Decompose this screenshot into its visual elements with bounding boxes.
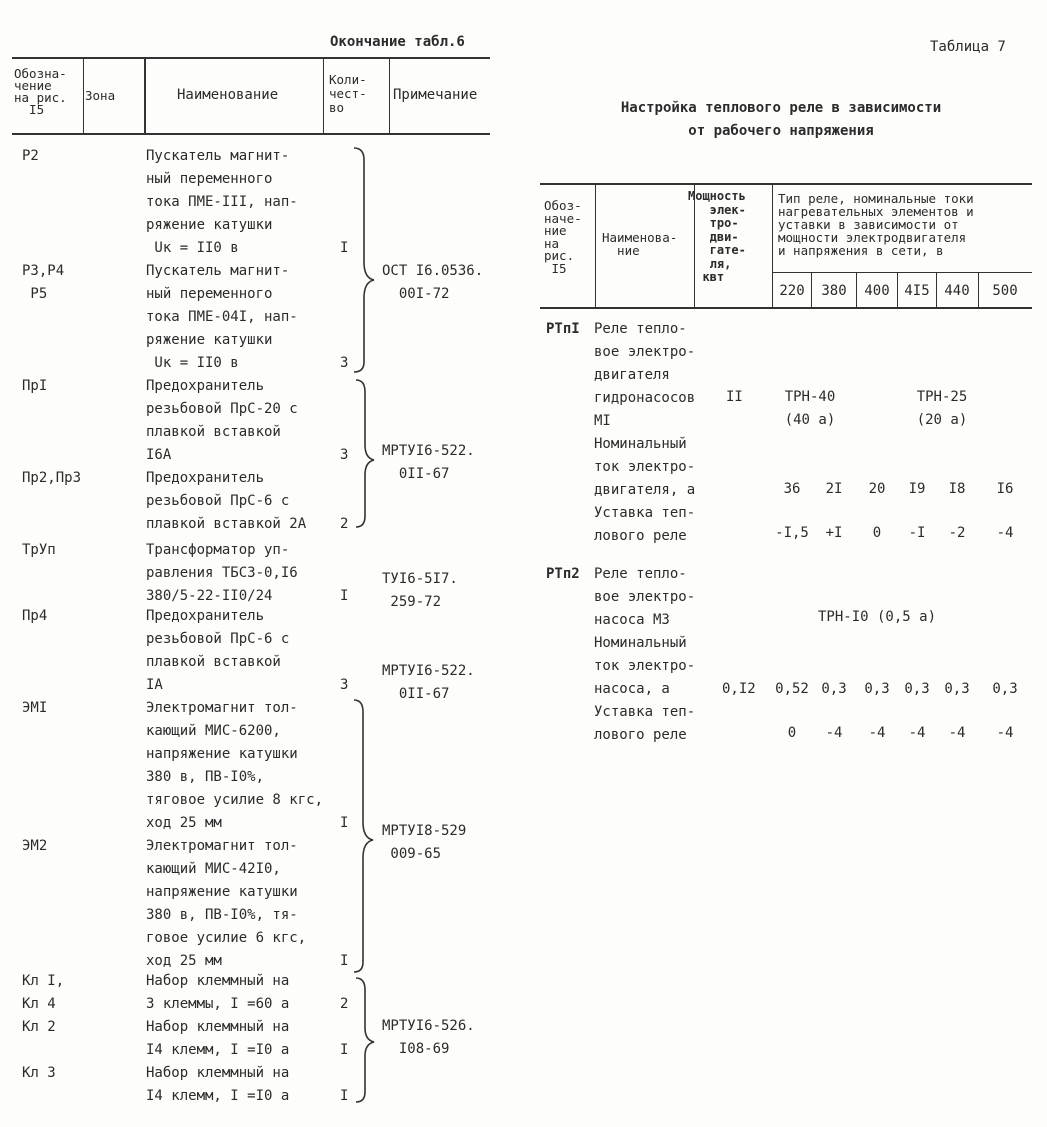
value-cell: -2 — [948, 525, 966, 541]
row-qty: 3 — [340, 447, 349, 463]
right-table-header-rule — [540, 307, 1032, 309]
value-cell: -4 — [996, 525, 1014, 541]
value-cell: 0 — [872, 525, 882, 541]
row-name: Пускатель магнит- ный переменного тока ПМЕ-III, нап- ряжение катушки Uк = II0 в — [146, 148, 298, 256]
value-cell: 0,3 — [821, 681, 847, 697]
row-designation: ТрУп — [22, 542, 56, 558]
row-qty: 2 — [340, 516, 349, 532]
note-text: ТУI6-5I7. 259-72 — [382, 571, 458, 610]
value-cell: 0 — [787, 725, 797, 741]
row-designation: ЭМ2 — [22, 838, 48, 854]
left-header-designation: Обозна- чение на рис. I5 — [14, 66, 67, 117]
note-text: МРТУI6-522. 0II-67 — [382, 663, 475, 702]
row-name: Предохранитель резьбовой ПрС-20 с плавкой вставкой I6A — [146, 378, 298, 463]
row-name: Предохранитель резьбовой ПрС-6 с плавкой вставкой 2A — [146, 470, 307, 532]
left-caption: Окончание табл.6 — [330, 34, 465, 50]
brace-3 — [354, 700, 373, 972]
voltage-cell: 220 — [779, 283, 805, 299]
row-name: Набор клеммный на I4 клемм, I =I0 а — [146, 1019, 290, 1058]
value-cell: 0,3 — [864, 681, 890, 697]
note-text: МРТУI6-522. 0II-67 — [382, 443, 475, 482]
value-cell: 0,3 — [992, 681, 1018, 697]
row1-designation: РТпI — [546, 321, 580, 337]
row-designation: ЭМI — [22, 700, 48, 716]
row2-power: 0,I2 — [722, 681, 756, 697]
note-text: МРТУI8-529 009-65 — [382, 823, 467, 862]
row-name: Предохранитель резьбовой ПрС-6 с плавкой вставкой IA — [146, 608, 290, 693]
row-qty: I — [340, 815, 349, 831]
row1-relay-b: ТРН-25 (20 а) — [916, 389, 968, 428]
value-cell: I8 — [948, 481, 966, 497]
brace-4 — [356, 978, 374, 1102]
row-designation: Пр2,Пр3 — [22, 470, 82, 486]
brace-1 — [354, 148, 374, 372]
row-qty: I — [340, 588, 349, 604]
row-designation: Кл I, Кл 4 — [22, 973, 65, 1012]
value-cell: 0,3 — [944, 681, 970, 697]
note-text: ОСТ I6.0536. 00I-72 — [382, 263, 484, 302]
row-name: Набор клеммный на 3 клеммы, I =60 а — [146, 973, 290, 1012]
value-cell: -4 — [996, 725, 1014, 741]
right-header-relay-type: Тип реле, номинальные токи нагревательных элементов и уставки в зависимости от мощности электродвигателя и напряжения в сети, в — [778, 191, 974, 258]
row2-relay: ТРН-I0 (0,5 а) — [818, 609, 937, 625]
value-cell: -I — [908, 525, 926, 541]
row-name: Трансформатор уп- равления ТБС3-0,I6 380/5-22-II0/24 — [146, 542, 298, 604]
row-qty: I — [340, 953, 349, 969]
right-table-top-rule — [540, 183, 1032, 185]
row-designation: ПрI — [22, 378, 48, 394]
voltage-cell: 400 — [864, 283, 890, 299]
row-name: Набор клеммный на I4 клемм, I =I0 а — [146, 1065, 290, 1104]
value-cell: -4 — [908, 725, 926, 741]
voltage-cell: 4I5 — [904, 283, 930, 299]
row1-power: II — [726, 389, 743, 405]
left-header-zone: Зона — [85, 88, 116, 103]
value-cell: I6 — [996, 481, 1014, 497]
row-qty: I — [340, 1042, 349, 1058]
row-designation: Кл 3 — [22, 1065, 56, 1081]
voltage-cell: 380 — [821, 283, 847, 299]
table-title: Настройка теплового реле в зависимости от рабочего напряжения — [620, 100, 942, 139]
value-cell: -4 — [825, 725, 843, 741]
value-cell: 2I — [825, 481, 843, 497]
value-cell: +I — [825, 525, 843, 541]
value-cell: 0,3 — [904, 681, 930, 697]
row-designation: Пр4 — [22, 608, 48, 624]
brace-2 — [356, 380, 374, 527]
row2-name: Реле тепло- вое электро- насоса М3 Номинальный ток электро- насоса, а Уставка теп- лового реле — [594, 566, 696, 743]
voltage-cell: 440 — [944, 283, 970, 299]
right-header-name: Наименова- ние — [602, 230, 678, 258]
row-qty: 3 — [340, 677, 349, 693]
row-qty: I — [340, 240, 349, 256]
right-header-designation: Обоз- наче- ние на рис. I5 — [544, 198, 582, 276]
row-qty: 3 — [340, 355, 349, 371]
row-name: Электромагнит тол- кающий МИС-42I0, напряжение катушки 380 в, ПВ-I0%, тя- говое усилие 6 кгс, ход 25 мм — [146, 838, 307, 969]
value-cell: -I,5 — [775, 525, 809, 541]
left-header-note: Примечание — [393, 87, 478, 103]
row-qty: 2 — [340, 996, 349, 1012]
value-cell: 36 — [783, 481, 801, 497]
right-header-power: Мощность элек- тро- дви- гате- ля, квт — [688, 189, 746, 284]
table-label: Таблица 7 — [930, 39, 1006, 55]
value-cell: 20 — [868, 481, 886, 497]
right-col-divider-1 — [595, 183, 596, 308]
row2-designation: РТп2 — [546, 566, 580, 582]
row1-relay-a: ТРН-40 (40 а) — [784, 389, 836, 428]
row-designation: Кл 2 — [22, 1019, 56, 1035]
left-header-name: Наименование — [177, 87, 279, 103]
note-text: МРТУI6-526. I08-69 — [382, 1018, 475, 1057]
row-name: Электромагнит тол- кающий МИС-6200, напряжение катушки 380 в, ПВ-I0%, тяговое усилие 8 кгс, ход 25 мм — [146, 700, 324, 831]
row1-name: Реле тепло- вое электро- двигателя гидронасосов МI Номинальный ток электро- двигателя, а Уставка теп- лового реле — [594, 321, 696, 544]
row-designation: P3,P4 P5 — [22, 263, 65, 302]
voltage-cell: 500 — [992, 283, 1018, 299]
row-designation: P2 — [22, 148, 39, 164]
value-cell: I9 — [908, 481, 926, 497]
row-name: Пускатель магнит- ный переменного тока ПМЕ-04I, нап- ряжение катушки Uк = II0 в — [146, 263, 298, 371]
value-cell: -4 — [868, 725, 886, 741]
left-header-qty: Коли- чест- во — [329, 72, 367, 115]
value-cell: 0,52 — [775, 681, 809, 697]
row-qty: I — [340, 1088, 349, 1104]
value-cell: -4 — [948, 725, 966, 741]
